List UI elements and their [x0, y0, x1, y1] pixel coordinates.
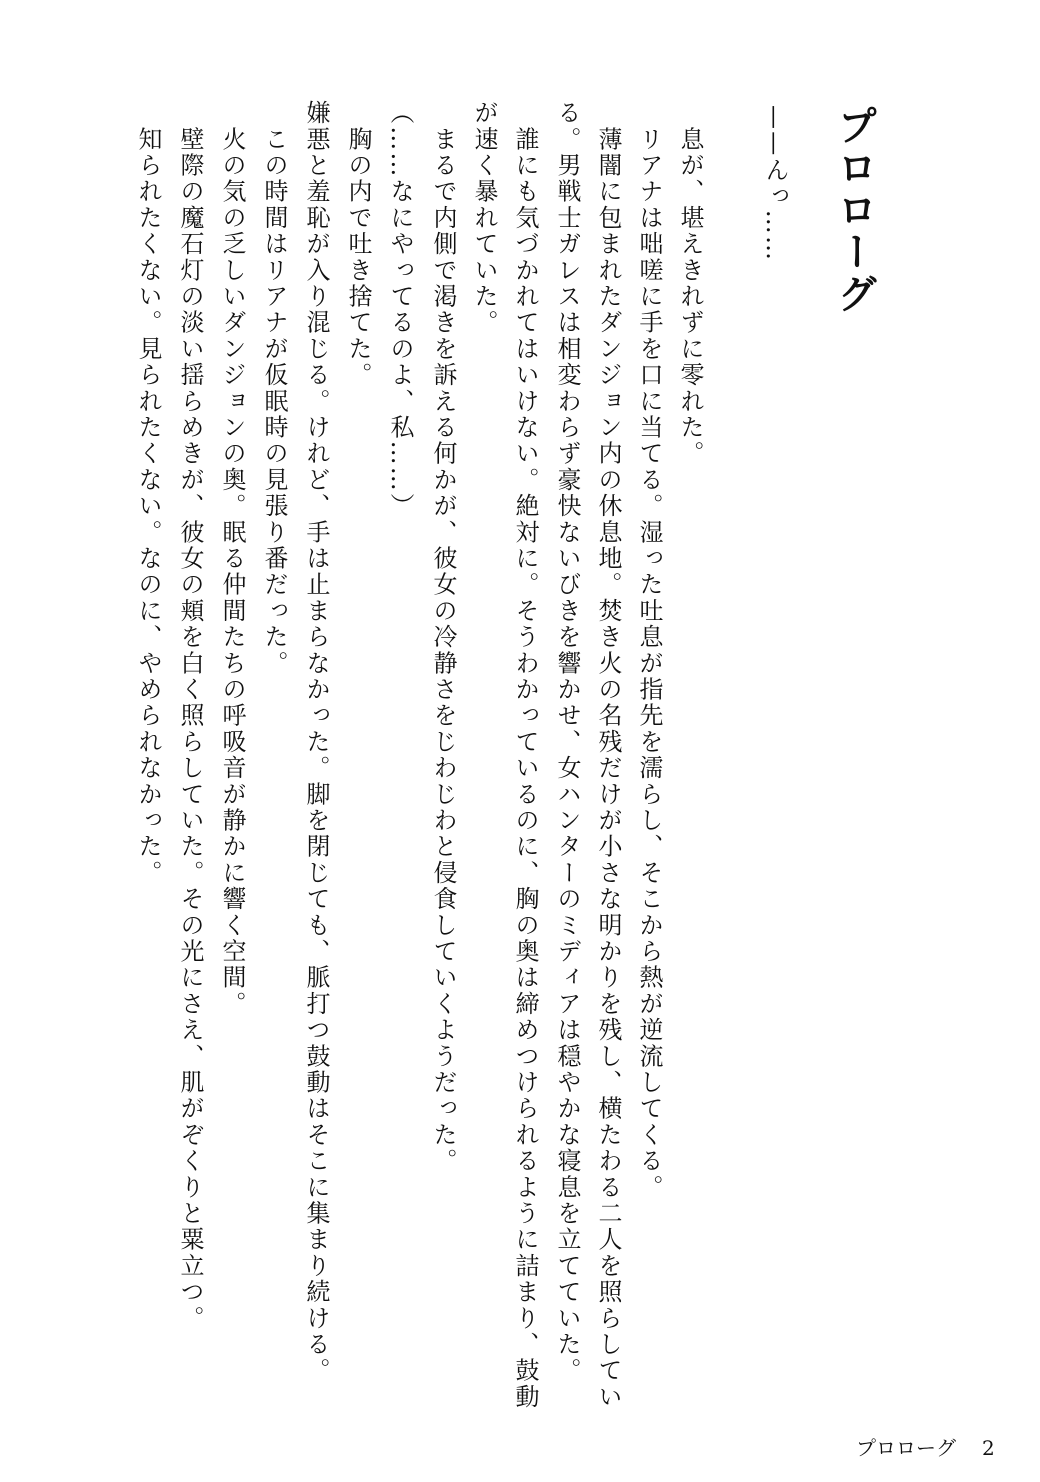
text-line: 息が、堪えきれずに零れた。: [676, 100, 704, 467]
text-line: ——んっ……: [761, 105, 789, 263]
text-line: 壁際の魔石灯の淡い揺らめきが、彼女の頬を白く照らしていた。その光にさえ、肌がぞくりと粟立つ。: [176, 100, 204, 1332]
page-footer: [856, 1432, 995, 1461]
text-line: 火の気の乏しいダンジョンの奥。眠る仲間たちの呼吸音が静かに響く空間。: [218, 100, 246, 1017]
text-line: 嫌悪と羞恥が入り混じる。けれど、手は止まらなかった。脚を閉じても、脈打つ鼓動はそこに集まり続ける。: [302, 100, 330, 1384]
text-line: 薄闇に包まれたダンジョン内の休息地。焚き火の名残だけが小さな明かりを残し、横たわる二人を照らしてい: [594, 100, 622, 1410]
text-line: る。男戦士ガレスは相変わらず豪快ないびきを響かせ、女ハンターのミディアは穏やかな寝息を立てていた。: [553, 100, 581, 1384]
text-line: が速く暴れていた。: [470, 100, 498, 336]
text-line: 知られたくない。見られたくない。なのに、やめられなかった。: [134, 100, 162, 886]
text-line: まるで内側で渇きを訴える何かが、彼女の冷静さをじわじわと侵食していくようだった。: [429, 100, 457, 1175]
text-line: この時間はリアナが仮眠時の見張り番だった。: [260, 100, 288, 677]
footer-chapter: プロローグ: [856, 1436, 956, 1460]
page-number: 2: [982, 1436, 995, 1460]
text-line: 誰にも気づかれてはいけない。絶対に。そうわかっているのに、胸の奥は締めつけられるように詰まり、鼓動: [511, 100, 539, 1410]
chapter-title: プロローグ: [831, 105, 877, 315]
text-line: （……なにやってるのよ、私……）: [386, 100, 414, 520]
text-line: リアナは咄嗟に手を口に当てる。湿った吐息が指先を濡らし、そこから熱が逆流してくる。: [635, 100, 663, 1201]
text-line: 胸の内で吐き捨てた。: [344, 100, 372, 389]
